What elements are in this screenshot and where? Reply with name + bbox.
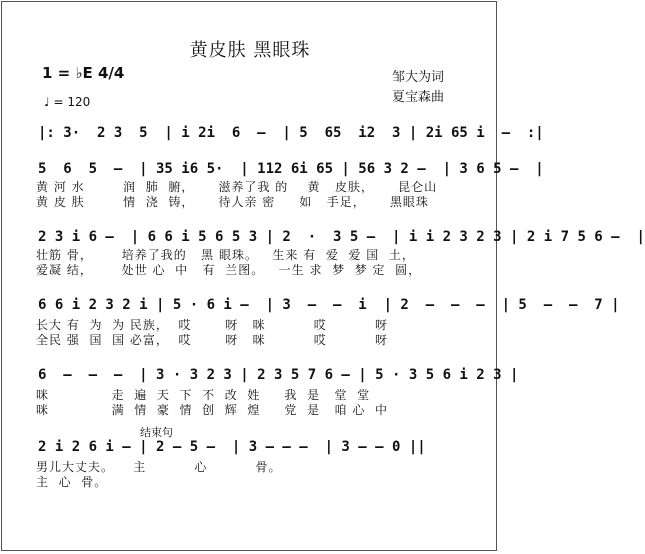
lyric-verse-2: 全民 强 国 国 必富， 哎 呀 咪 哎 呀 [36, 333, 388, 347]
tempo-marking: ♩ = 120 [44, 95, 91, 109]
song-title: 黄皮肤 黑眼珠 [189, 40, 311, 61]
lyric-verse-1: 壮筋 骨， 培养了我的 黑 眼珠。 生来 有 爱 爱 国 土， [36, 248, 415, 262]
lyric-verse-1: 男儿大丈夫。 主 心 骨。 [36, 460, 282, 474]
key-signature: 1 = ♭E 4/4 [42, 64, 125, 82]
notation-line: 2 3 i 6 – | 6 6 i 5 6 5 3 | 2 · 3 5 – | i i 2 3 2 3 | 2 i 7 5 6 – | [38, 229, 645, 245]
notation-line: 2 i 2 6 i – | 2 – 5 – | 3 – – – | 3 – – 0 || [38, 439, 426, 455]
lyric-verse-2: 咪 满 情 豪 情 创 辉 煌 党 是 咱 心 中 [36, 403, 388, 417]
lyricist-credit: 邹大为词 [392, 70, 445, 85]
lyric-verse-2: 黄 皮 肤 情 浇 铸， 待人亲 密 如 手足， 黑眼珠 [36, 195, 429, 209]
ending-marker: 结束句 [140, 426, 173, 439]
notation-line: 6 – – – | 3 · 3 2 3 | 2 3 5 7 6 – | 5 · 3 5 6 i 2 3 | [38, 367, 519, 383]
notation-line: |: 3· 2 3 5 | i 2i 6 – | 5 65 i2 3 | 2i 65 i – :| [38, 125, 544, 141]
lyric-verse-1: 咪 走 遍 天 下 不 改 姓 我 是 堂 堂 [36, 388, 371, 402]
composer-credit: 夏宝森曲 [392, 90, 445, 105]
lyric-verse-2: 主 心 骨。 [36, 475, 108, 489]
lyric-verse-1: 长大 有 为 为 民族， 哎 呀 咪 哎 呀 [36, 318, 388, 332]
lyric-verse-2: 爱凝 结， 处世 心 中 有 兰图。 一生 求 梦 梦 定 圆， [36, 263, 422, 277]
notation-line: 6 6 i 2 3 2 i | 5 · 6 i – | 3 – – i | 2 – – – | 5 – – 7 | [38, 297, 620, 313]
notation-line: 5 6 5 – | 35 i6 5· | 112 6i 65 | 56 3 2 – | 3 6 5 – | [38, 161, 544, 177]
lyric-verse-1: 黄 河 水 润 肺 腑， 滋养了我 的 黄 皮肤， 昆仑山 [36, 180, 438, 194]
